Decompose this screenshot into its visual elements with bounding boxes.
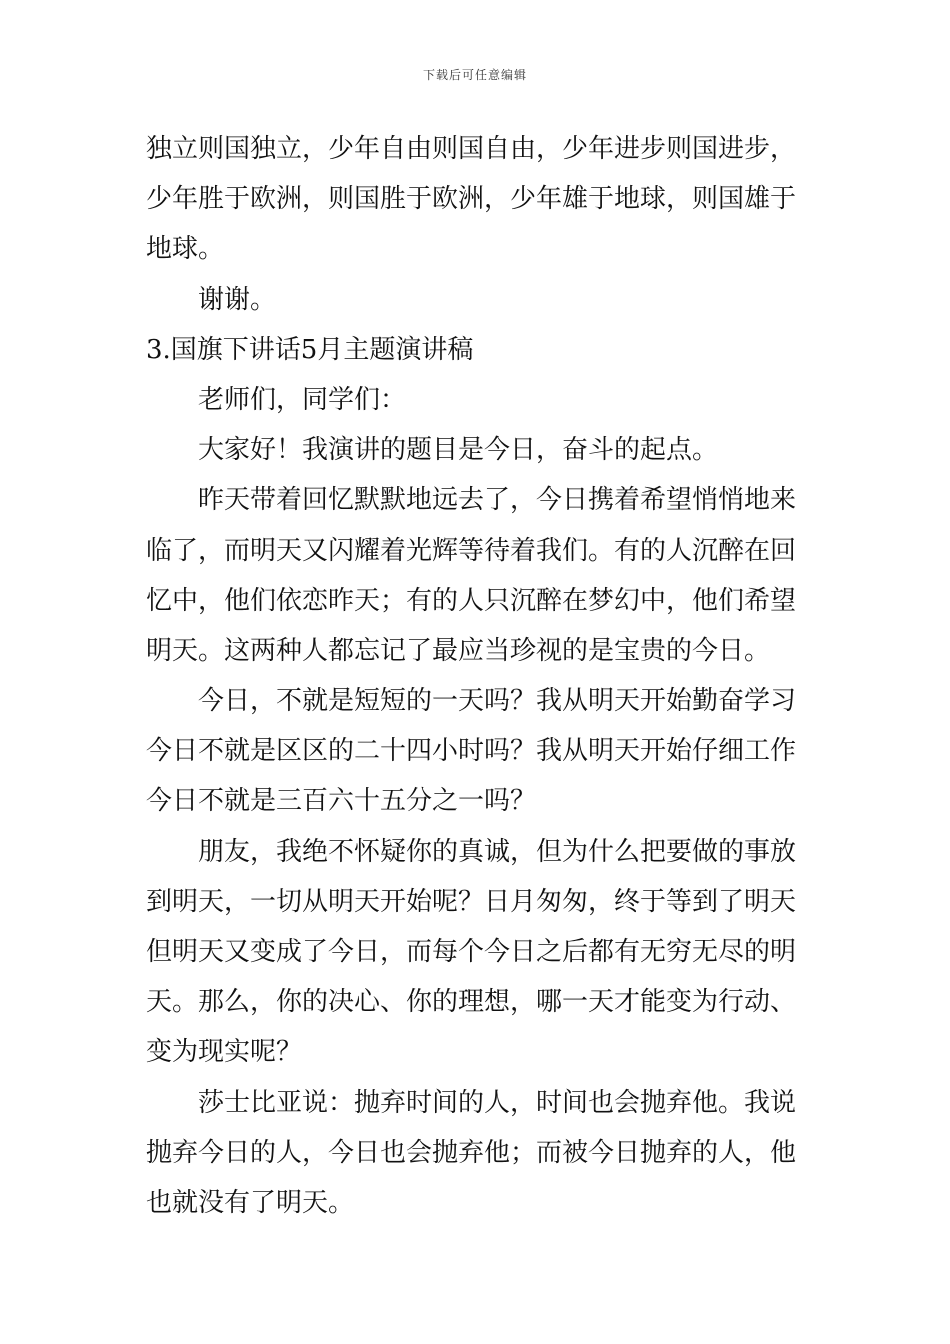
text-line: 莎士比亚说：抛弃时间的人，时间也会抛弃他。我说	[198, 1087, 797, 1118]
text-line: 3.国旗下讲话5月主题演讲稿	[146, 334, 474, 365]
text-line: 朋友，我绝不怀疑你的真诚，但为什么把要做的事放	[198, 836, 797, 867]
text-line: 独立则国独立，少年自由则国自由，少年进步则国进步，	[146, 134, 797, 164]
text-line: 老师们，同学们：	[198, 384, 407, 415]
document-body	[146, 124, 806, 1228]
text-line: 明天。这两种人都忘记了最应当珍视的是宝贵的今日。	[146, 635, 771, 666]
text-line: 变为现实呢？	[146, 1037, 303, 1068]
text-line: 昨天带着回忆默默地远去了，今日携着希望悄悄地来	[198, 485, 797, 516]
text-line: 今日不就是区区的二十四小时吗？我从明天开始仔细工作	[146, 736, 797, 767]
text-line: 地球。	[146, 234, 225, 265]
text-line: 天。那么，你的决心、你的理想，哪一天才能变为行动、	[146, 987, 797, 1018]
text-line: 到明天，一切从明天开始呢？日月匆匆，终于等到了明天	[146, 886, 797, 917]
text-line: 临了，而明天又闪耀着光辉等待着我们。有的人沉醉在回	[146, 535, 797, 566]
text-line: 谢谢。	[198, 284, 277, 315]
text-line: 今日，不就是短短的一天吗？我从明天开始勤奋学习	[198, 686, 797, 717]
text-line: 大家好！我演讲的题目是今日，奋斗的起点。	[198, 435, 719, 466]
text-line: 少年胜于欧洲，则国胜于欧洲，少年雄于地球，则国雄于	[146, 184, 797, 215]
text-line: 但明天又变成了今日，而每个今日之后都有无穷无尽的明	[146, 937, 797, 967]
page-header: 下载后可任意编辑	[422, 68, 527, 82]
text-line: 忆中，他们依恋昨天；有的人只沉醉在梦幻中，他们希望	[146, 585, 797, 616]
text-line: 抛弃今日的人，今日也会抛弃他；而被今日抛弃的人，他	[146, 1137, 797, 1168]
text-line: 也就没有了明天。	[146, 1187, 355, 1218]
text-line: 今日不就是三百六十五分之一吗？	[146, 786, 537, 817]
